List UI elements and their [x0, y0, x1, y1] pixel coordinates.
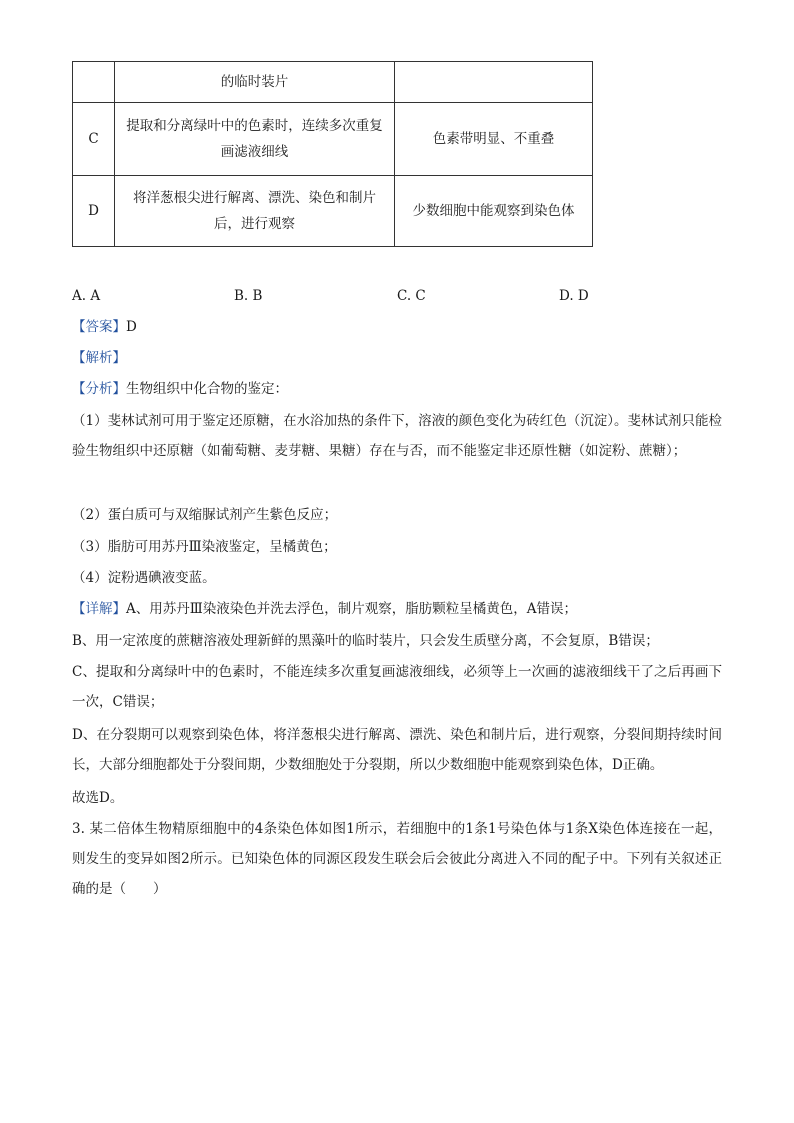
option-a: A. A — [72, 288, 101, 304]
fenxi-tag: 【分析】 — [72, 381, 126, 397]
operation-cell: 提取和分离绿叶中的色素时，连续多次重复画滤液细线 — [115, 103, 395, 176]
xiangjie-conclusion: 故选D。 — [72, 790, 124, 806]
question-3: 3. 某二倍体生物精原细胞中的4条染色体如图1所示，若细胞中的1条1号染色体与1条X染色体连接在一起，则发生的变异如图2所示。已知染色体的同源区段发生联会后会彼此分离进入不同的配子中。下列有关叙述正确的是（ ） — [72, 821, 722, 897]
row-label: C — [73, 103, 115, 176]
table-row — [73, 62, 593, 103]
fenxi-item-2: （2）蛋白质可与双缩脲试剂产生紫色反应； — [72, 507, 338, 523]
xiangjie-item-c: C、提取和分离绿叶中的色素时，不能连续多次重复画滤液细线，必须等上一次画的滤液细线干了之后再画下一次，C错误； — [72, 664, 722, 710]
table-row — [73, 103, 593, 176]
option-d: D. D — [559, 288, 589, 304]
row-label: D — [73, 176, 115, 247]
xiangjie-tag: 【详解】 — [72, 601, 126, 617]
xiangjie-line — [72, 594, 722, 624]
fenxi-item-3: （3）脂肪可用苏丹Ⅲ染液鉴定，呈橘黄色； — [72, 539, 337, 555]
fenxi-item-4: （4）淀粉遇碘液变蓝。 — [72, 570, 216, 586]
xiangjie-item-d: D、在分裂期可以观察到染色体，将洋葱根尖进行解离、漂洗、染色和制片后，进行观察，分裂间期持续时间长，大部分细胞都处于分裂间期，少数细胞处于分裂期，所以少数细胞中能观察到染色体，D正确。 — [72, 727, 722, 773]
operation-cell: 的临时装片 — [115, 62, 395, 103]
answer-tag: 【答案】 — [72, 319, 126, 335]
table-row — [73, 176, 593, 247]
xiangjie-item-b: B、用一定浓度的蔗糖溶液处理新鲜的黑藻叶的临时装片，只会发生质壁分离，不会复原，B错误； — [72, 633, 659, 649]
option-b: B. B — [234, 288, 263, 304]
question-table — [72, 61, 593, 247]
analysis-tag: 【解析】 — [72, 350, 126, 366]
operation-cell: 将洋葱根尖进行解离、漂洗、染色和制片后，进行观察 — [115, 176, 395, 247]
xiangjie-text: A、用苏丹Ⅲ染液染色并洗去浮色，制片观察，脂肪颗粒呈橘黄色，A错误； — [126, 601, 578, 617]
option-c: C. C — [397, 288, 426, 304]
fenxi-text: 生物组织中化合物的鉴定： — [126, 381, 288, 397]
result-cell: 色素带明显、不重叠 — [395, 103, 593, 176]
fenxi-line — [72, 374, 722, 404]
analysis-heading — [72, 343, 722, 373]
result-cell: 少数细胞中能观察到染色体 — [395, 176, 593, 247]
answer-value: D — [126, 319, 137, 335]
row-label — [73, 62, 115, 103]
answer-options — [72, 288, 722, 308]
fenxi-item-1: （1）斐林试剂可用于鉴定还原糖，在水浴加热的条件下，溶液的颜色变化为砖红色（沉淀）。斐林试剂只能检验生物组织中还原糖（如葡萄糖、麦芽糖、果糖）存在与否，而不能鉴定非还原性糖（如淀粉、蔗糖）； — [72, 413, 722, 459]
result-cell — [395, 62, 593, 103]
answer-line — [72, 312, 722, 342]
